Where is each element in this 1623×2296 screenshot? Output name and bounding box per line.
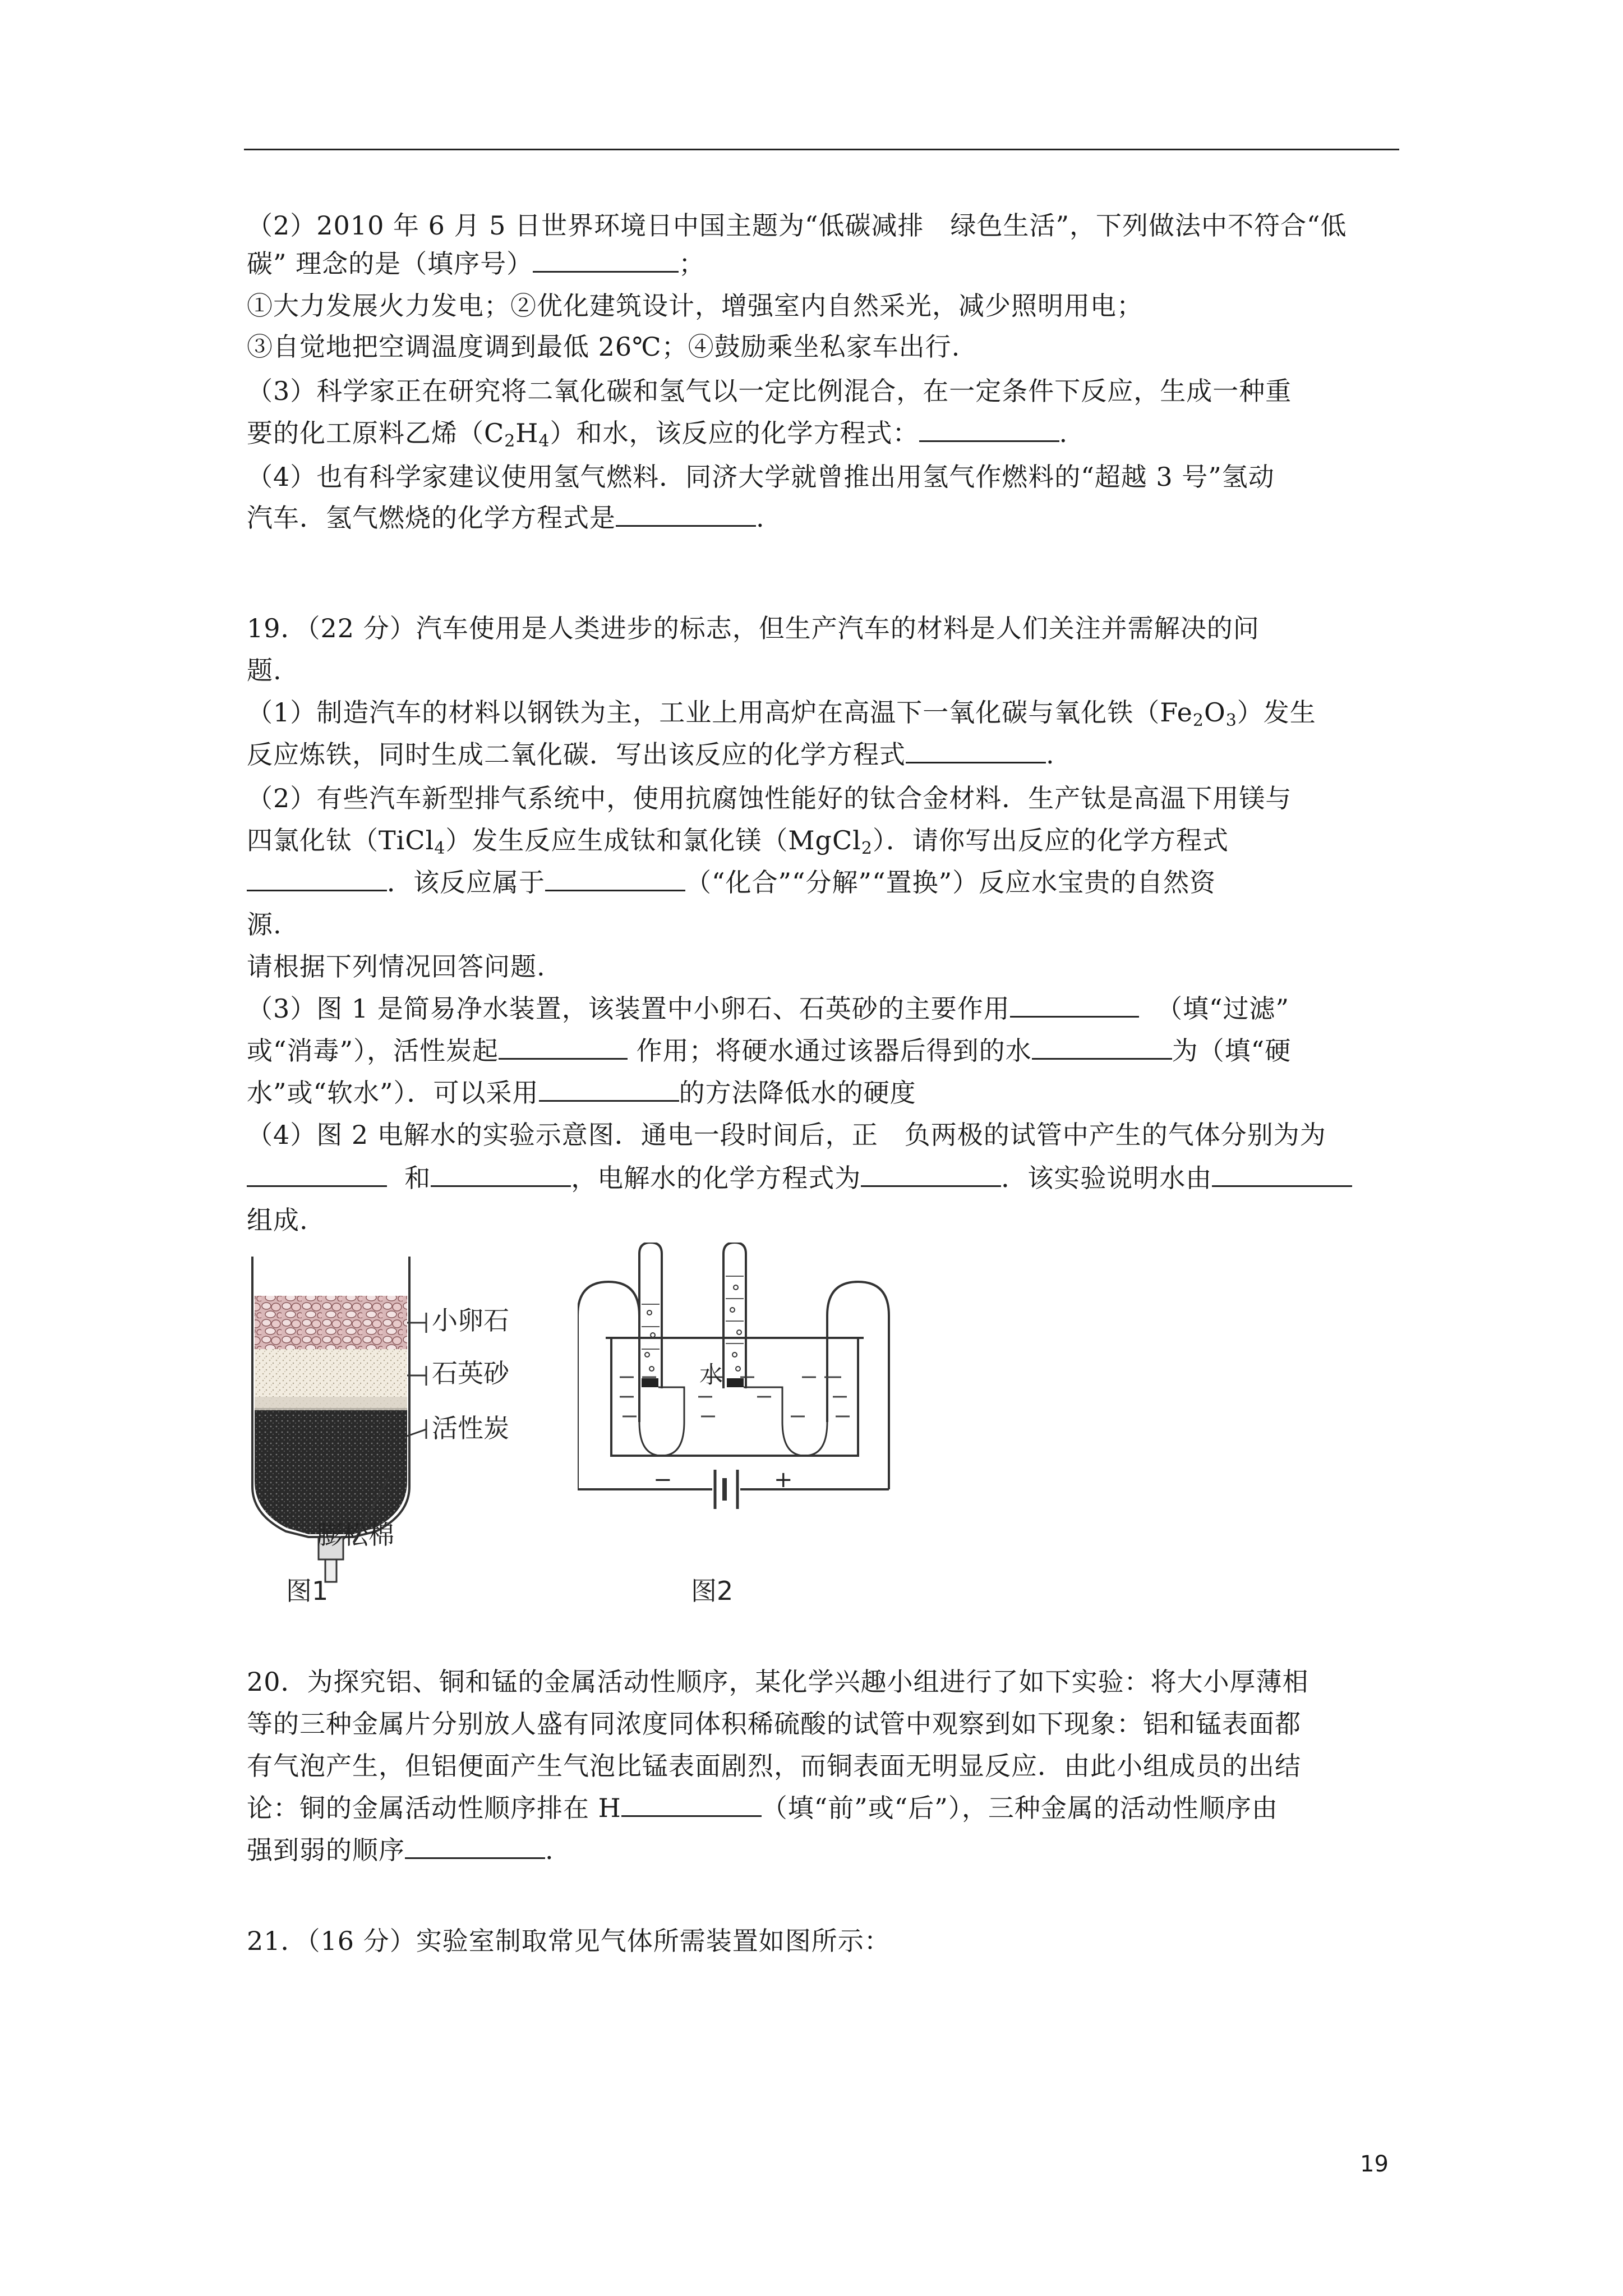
q19-line-4: 反应炼铁，同时生成二氧化碳．写出该反应的化学方程式 . <box>247 739 1055 770</box>
answer-blank[interactable] <box>621 1792 762 1817</box>
answer-blank[interactable] <box>1032 1034 1172 1060</box>
q19-line-5: （2）有些汽车新型排气系统中，使用抗腐蚀性能好的钛合金材料．生产钛是高温下用镁与 <box>247 783 1292 813</box>
figure-2-electrolysis <box>578 1243 892 1534</box>
answer-blank[interactable] <box>1212 1162 1352 1187</box>
q19-line-1: 19．（22 分）汽车使用是人类进步的标志，但生产汽车的材料是人们关注并需解决的问 <box>247 613 1260 643</box>
q19-line-15: 组成. <box>247 1205 308 1235</box>
q20-line-3: 有气泡产生，但铝便面产生气泡比锰表面剧烈，而铜表面无明显反应．由此小组成员的出结 <box>247 1751 1301 1781</box>
q18-line-4: ③自觉地把空调温度调到最低 26℃；④鼓励乘坐私家车出行. <box>247 332 961 362</box>
q19-line-11: 或“消毒”），活性炭起 作用；将硬水通过该器后得到的水 为（填“硬 <box>247 1036 1292 1066</box>
q18-line-5: （3）科学家正在研究将二氧化碳和氢气以一定比例混合，在一定条件下反应，生成一种重 <box>247 376 1292 406</box>
q21-line-1: 21．（16 分）实验室制取常见气体所需装置如图所示： <box>247 1926 891 1956</box>
q18-line-6: 要的化工原料乙烯$(C_2H_4)$和水，该反应的化学方程式： . <box>247 418 1068 451</box>
q18-line-3: ①大力发展火力发电；②优化建筑设计，增强室内自然采光，减少照明用电； <box>247 291 1143 321</box>
q20-line-4: 论：铜的金属活动性顺序排在 H （填“前”或“后”），三种金属的活动性顺序由 <box>247 1793 1278 1823</box>
answer-blank[interactable] <box>545 866 685 891</box>
label-positive: + <box>774 1467 793 1493</box>
label-water: 水 <box>699 1361 723 1388</box>
label-cotton: 膨松棉 <box>317 1520 394 1550</box>
q18-line-1: （2）2010 年 6 月 5 日世界环境日中国主题为“低碳减排 绿色生活”，下列做法中不符合“低 <box>247 210 1347 241</box>
q19-line-12: 水”或“软水”）．可以采用 的方法降低水的硬度 <box>247 1078 916 1108</box>
q19-line-7: ．该反应属于 （“化合”“分解”“置换”）反应水宝贵的自然资 <box>247 866 1216 899</box>
answer-blank[interactable] <box>539 1076 679 1102</box>
answer-blank[interactable] <box>533 247 679 273</box>
answer-blank[interactable] <box>616 501 756 527</box>
answer-blank[interactable] <box>405 1834 545 1859</box>
answer-blank[interactable] <box>906 738 1046 763</box>
q18-line-7: （4）也有科学家建议使用氢气燃料．同济大学就曾推出用氢气作燃料的“超越 3 号”氢动 <box>247 462 1275 492</box>
q19-line-13: （4）图 2 电解水的实验示意图．通电一段时间后，正 负两极的试管中产生的气体分别为为 <box>247 1120 1326 1150</box>
q20-line-2: 等的三种金属片分别放人盛有同浓度同体积稀硫酸的试管中观察到如下现象：铝和锰表面都 <box>247 1709 1301 1739</box>
answer-blank[interactable] <box>1010 992 1139 1018</box>
answer-blank[interactable] <box>919 417 1059 442</box>
q19-line-14: 和 ，电解水的化学方程式为 ．该实验说明水由 <box>247 1161 1352 1195</box>
q18-line-8: 汽车．氢气燃烧的化学方程式是 . <box>247 503 765 533</box>
q19-line-6: 四氯化钛（TiCl$_4$）发生反应生成钛和氯化镁（MgCl$_2$）．请你写出反应的化学方程式 <box>247 825 1229 858</box>
q20-line-1: 20．为探究铝、铜和锰的金属活动性顺序，某化学兴趣小组进行了如下实验：将大小厚薄相 <box>247 1667 1309 1697</box>
answer-blank[interactable] <box>247 1162 387 1187</box>
header-rule <box>244 149 1399 150</box>
answer-blank[interactable] <box>499 1034 628 1060</box>
page-number: 19 <box>1360 2151 1389 2177</box>
answer-blank[interactable] <box>431 1162 571 1187</box>
label-pebble: 小卵石 <box>432 1305 509 1336</box>
q19-line-3: （1）制造汽车的材料以钢铁为主，工业上用高炉在高温下一氧化碳与氧化铁$(Fe_2O_3)$发生 <box>247 697 1316 730</box>
q19-line-2: 题. <box>247 655 282 685</box>
label-activated-carbon: 活性炭 <box>432 1413 509 1443</box>
q19-line-10: （3）图 1 是简易净水装置，该装置中小卵石、石英砂的主要作用 （填“过滤” <box>247 993 1290 1024</box>
label-quartz-sand: 石英砂 <box>432 1358 509 1388</box>
q19-line-9: 请根据下列情况回答问题. <box>247 951 546 982</box>
q19-line-8: 源. <box>247 909 282 940</box>
q18-line-2: 碳” 理念的是（填序号） ； <box>247 249 706 279</box>
figure-2-caption: 图2 <box>691 1576 734 1606</box>
answer-blank[interactable] <box>861 1162 1001 1187</box>
label-negative: − <box>653 1467 672 1493</box>
figure-1-caption: 图1 <box>286 1576 329 1606</box>
q20-line-5: 强到弱的顺序 . <box>247 1835 554 1865</box>
answer-blank[interactable] <box>247 866 387 891</box>
